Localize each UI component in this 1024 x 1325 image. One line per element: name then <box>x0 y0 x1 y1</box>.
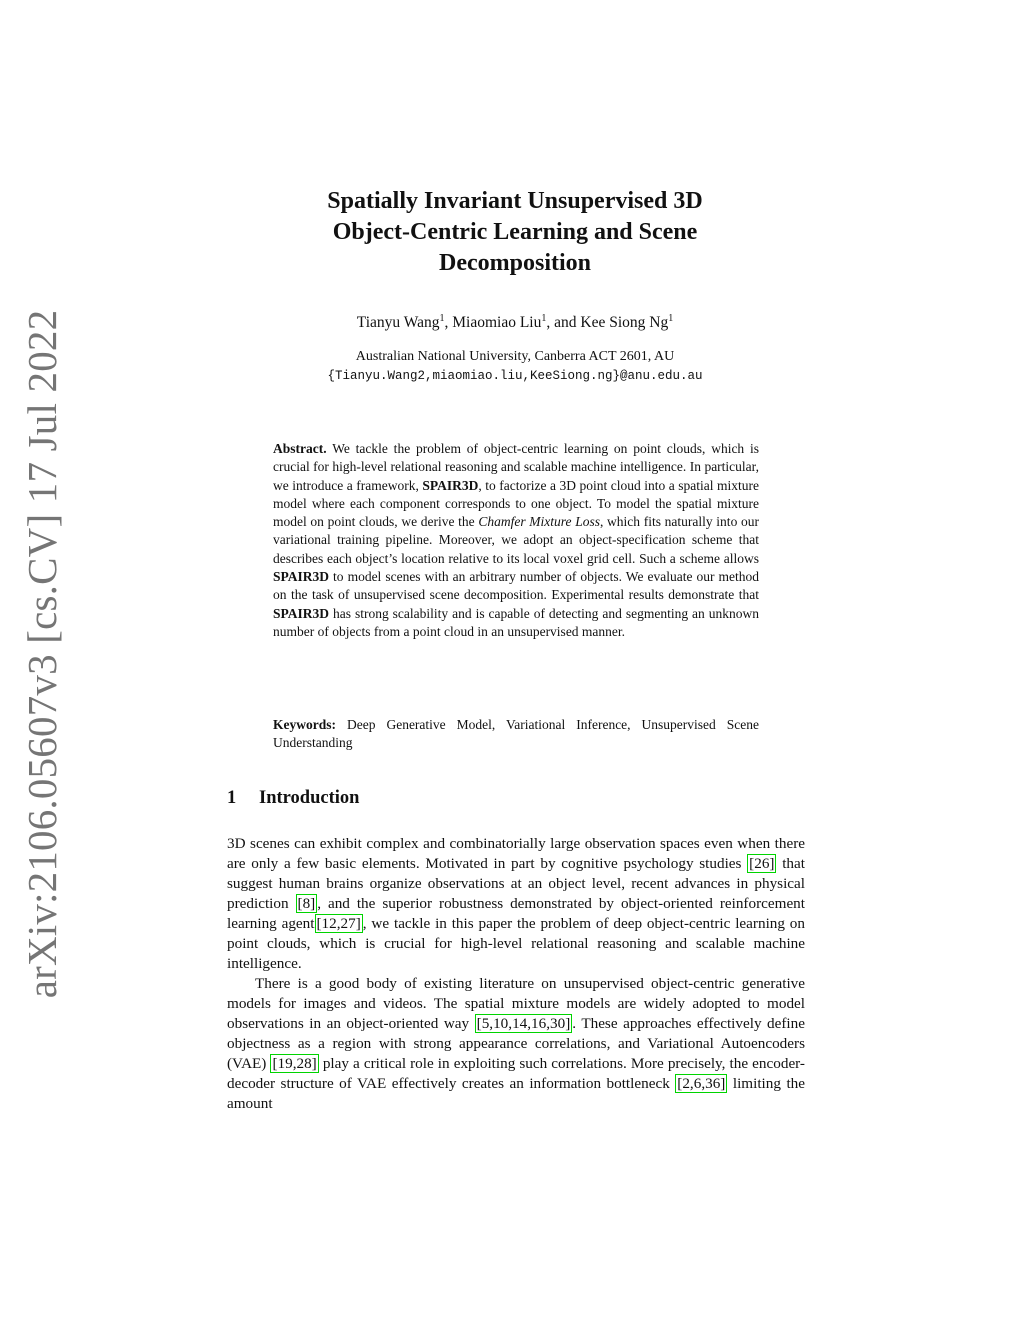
author-name: Kee Siong Ng <box>580 314 669 332</box>
keywords-text: Deep Generative Model, Variational Inference, Unsupervised Scene Understanding <box>273 717 759 751</box>
arxiv-identifier: arXiv:2106.05607v3 [cs.CV] 17 Jul 2022 <box>19 309 65 999</box>
arxiv-sidebar-stamp <box>2 309 82 999</box>
paragraph-text: limiting the amount <box>227 1075 805 1112</box>
author-emails: {Tianyu.Wang2,miaomiao.liu,KeeSiong.ng}@anu.edu.au <box>327 369 703 383</box>
citation-link[interactable]: [26] <box>749 855 775 872</box>
abstract-text: to model scenes with an arbitrary number of objects. We evaluate our method on the task of unsupervised scene decomposition. Experimental results demonstrate that <box>273 569 759 603</box>
model-name: SPAIR3D <box>273 605 330 621</box>
paragraph-text: , and the superior robustness demonstrated by object-oriented reinforcement learning agent <box>227 895 805 932</box>
citation-link[interactable]: [19,28] <box>272 1055 317 1072</box>
author-name: Tianyu Wang <box>356 314 440 332</box>
citation-link[interactable]: [5,10,14,16,30] <box>476 1015 571 1032</box>
paragraph-text: that suggest human brains organize observations at an object level, recent advances in physical prediction <box>227 855 805 912</box>
paragraph-text: 3D scenes can exhibit complex and combinatorially large observation spaces even when there are only a few basic elements. Motivated in part by cognitive psychology studies <box>227 835 805 872</box>
model-name: SPAIR3D <box>273 569 330 585</box>
abstract-text: , to factorize a 3D point cloud into a spatial mixture model where each component corresponds to one object. To model the spatial mixture model on point clouds, we derive the <box>273 477 760 530</box>
abstract-text: has strong scalability and is capable of detecting and segmenting an unknown number of objects from a point cloud in an unsupervised manner. <box>273 605 759 639</box>
section-body <box>227 834 805 1114</box>
citation-link[interactable]: [8] <box>297 895 316 912</box>
section-number: 1 <box>227 788 237 808</box>
author-affiliation-mark: 1 <box>541 313 547 324</box>
title-line: Decomposition <box>439 250 591 276</box>
loss-name: Chamfer Mixture Loss <box>478 514 600 530</box>
author-affiliation-mark: 1 <box>668 313 674 324</box>
abstract <box>273 440 759 641</box>
title-line: Spatially Invariant Unsupervised 3D <box>327 188 703 214</box>
model-name: SPAIR3D <box>422 477 479 493</box>
keywords-label: Keywords: <box>273 717 336 732</box>
keywords <box>273 716 759 753</box>
paragraph-text: There is a good body of existing literature on unsupervised object-centric generative models for images and videos. The spatial mixture models are widely adopted to model observations in an object-oriented way <box>227 975 805 1032</box>
paragraph-text: play a critical role in exploiting such correlations. More precisely, the encoder-decoder structure of VAE effectively creates an information bottleneck <box>227 1055 805 1092</box>
paper-title <box>262 186 768 279</box>
author-list <box>262 313 768 332</box>
paragraph <box>227 974 805 1114</box>
paragraph <box>227 834 805 974</box>
author-separator: , <box>444 314 453 332</box>
abstract-text: We tackle the problem of object-centric learning on point clouds, which is crucial for high-level relational reasoning and scalable machine intelligence. In particular, we introduce a framework, <box>273 441 759 493</box>
author-name: Miaomiao Liu <box>452 314 542 332</box>
citation-link[interactable]: [2,6,36] <box>677 1075 726 1092</box>
section-title: Introduction <box>259 788 360 808</box>
abstract-text: , which fits naturally into our variational training pipeline. Moreover, we adopt an object-specification scheme that describes each object’s location relative to its local voxel grid cell. Such a scheme allows <box>273 514 759 566</box>
section-heading <box>227 788 359 809</box>
paragraph-text: , we tackle in this paper the problem of deep object-centric learning on point clouds, which is crucial for high-level relational reasoning and scalable machine intelligence. <box>227 915 805 972</box>
abstract-label: Abstract. <box>273 441 327 456</box>
author-separator: , and <box>546 314 581 332</box>
author-affiliation-mark: 1 <box>439 313 445 324</box>
title-line: Object-Centric Learning and Scene <box>332 219 698 245</box>
affiliation: Australian National University, Canberra ACT 2601, AU <box>355 349 675 364</box>
paragraph-text: . These approaches effectively define objectness as a region with strong appearance correlations, and Variational Autoencoders (VAE) <box>227 1015 805 1072</box>
citation-link[interactable]: [12,27] <box>316 915 361 932</box>
